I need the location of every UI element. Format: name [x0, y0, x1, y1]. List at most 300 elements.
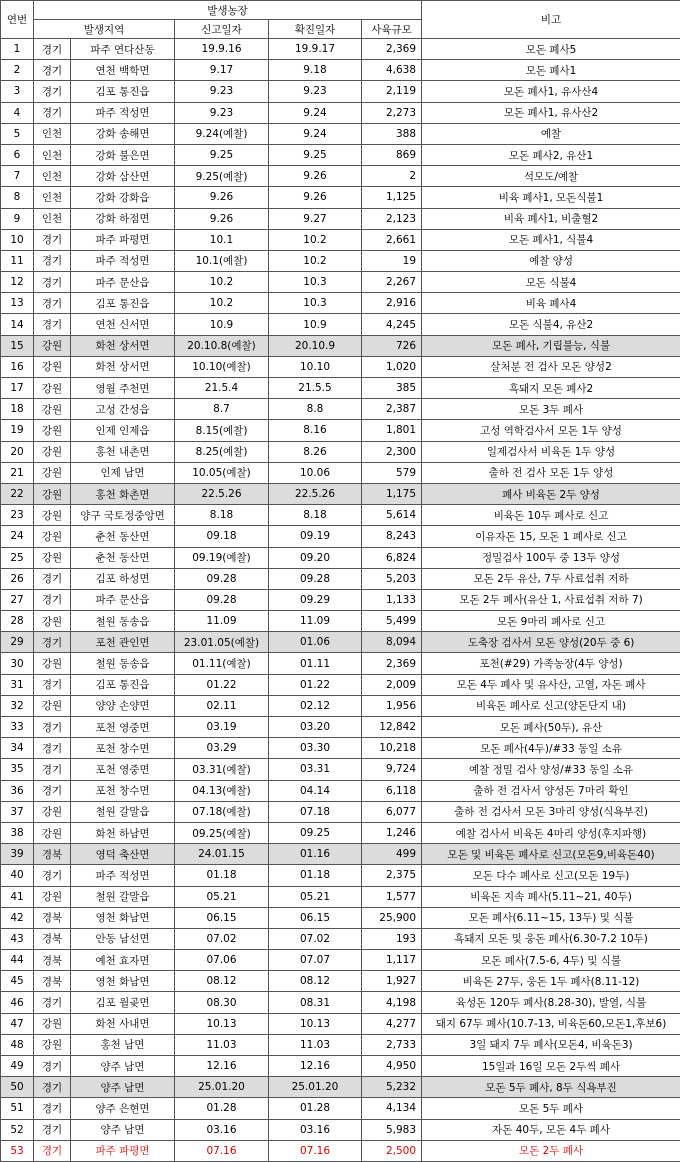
row-province: 인천: [34, 208, 71, 229]
row-area: 파주 파평면: [71, 229, 175, 250]
row-index: 38: [1, 822, 34, 843]
row-report-date: 01.11(예찰): [175, 653, 269, 674]
row-report-date: 9.26: [175, 187, 269, 208]
row-province: 강원: [34, 483, 71, 504]
row-report-date: 8.18: [175, 505, 269, 526]
row-province: 경기: [34, 759, 71, 780]
table-row: [1, 907, 680, 928]
row-remark: 15일과 16일 모돈 2두씩 폐사: [422, 1056, 680, 1077]
table-row: [1, 801, 680, 822]
row-area: 포천 영중면: [71, 717, 175, 738]
row-area: 양주 은현면: [71, 1098, 175, 1119]
table-row: [1, 822, 680, 843]
row-remark: 모돈 폐사, 기립불능, 식불: [422, 335, 680, 356]
row-index: 46: [1, 992, 34, 1013]
row-province: 강원: [34, 356, 71, 377]
row-area: 영천 화남면: [71, 971, 175, 992]
row-area: 춘천 동산면: [71, 526, 175, 547]
row-index: 5: [1, 123, 34, 144]
row-scale: 2,369: [362, 39, 422, 60]
table-row: [1, 632, 680, 653]
row-scale: 2,119: [362, 81, 422, 102]
row-area: 홍천 남면: [71, 1034, 175, 1055]
row-confirm-date: 22.5.26: [269, 483, 362, 504]
row-scale: 5,614: [362, 505, 422, 526]
row-area: 양주 남면: [71, 1119, 175, 1140]
row-province: 경기: [34, 992, 71, 1013]
row-area: 포천 영중면: [71, 759, 175, 780]
row-province: 경기: [34, 1098, 71, 1119]
table-row: [1, 1056, 680, 1077]
row-province: 경기: [34, 780, 71, 801]
row-report-date: 9.25: [175, 144, 269, 165]
row-remark: 모돈 폐사(6.11~15, 13두) 및 식불: [422, 907, 680, 928]
table-row: [1, 1013, 680, 1034]
row-confirm-date: 10.2: [269, 229, 362, 250]
header-remark: 비고: [422, 1, 680, 39]
row-area: 안동 남선면: [71, 928, 175, 949]
table-row: [1, 950, 680, 971]
row-report-date: 10.10(예찰): [175, 356, 269, 377]
row-remark: 예찰 정밀 검사 양성/#33 동일 소유: [422, 759, 680, 780]
row-province: 강원: [34, 420, 71, 441]
row-scale: 4,950: [362, 1056, 422, 1077]
row-index: 53: [1, 1140, 34, 1161]
header-confirm-date: 확진일자: [269, 20, 362, 39]
row-report-date: 9.24(예찰): [175, 123, 269, 144]
row-area: 양양 손양면: [71, 695, 175, 716]
row-report-date: 10.13: [175, 1013, 269, 1034]
row-remark: 모돈 폐사1, 유사산4: [422, 81, 680, 102]
row-area: 영덕 축산면: [71, 844, 175, 865]
row-confirm-date: 9.25: [269, 144, 362, 165]
row-province: 경북: [34, 971, 71, 992]
row-remark: 육성돈 120두 폐사(8.28-30), 발열, 식불: [422, 992, 680, 1013]
row-report-date: 10.1(예찰): [175, 250, 269, 271]
row-confirm-date: 03.20: [269, 717, 362, 738]
row-remark: 예찰 양성: [422, 250, 680, 271]
table-row: [1, 928, 680, 949]
row-remark: 모돈 폐사5: [422, 39, 680, 60]
row-remark: 모돈 2두 유산, 7두 사료섭취 저하: [422, 568, 680, 589]
row-remark: 일제검사서 비육돈 1두 양성: [422, 441, 680, 462]
row-remark: 비육 폐사4: [422, 293, 680, 314]
row-scale: 2,500: [362, 1140, 422, 1161]
row-province: 강원: [34, 462, 71, 483]
row-index: 21: [1, 462, 34, 483]
row-area: 강화 삼산면: [71, 166, 175, 187]
row-remark: 출하 전 검사서 모돈 3마리 양성(식욕부진): [422, 801, 680, 822]
row-province: 경북: [34, 844, 71, 865]
row-remark: 모돈 폐사2, 유산1: [422, 144, 680, 165]
table-row: [1, 738, 680, 759]
row-report-date: 19.9.16: [175, 39, 269, 60]
row-confirm-date: 08.12: [269, 971, 362, 992]
row-remark: 비육돈 폐사로 신고(양돈단지 내): [422, 695, 680, 716]
row-province: 인천: [34, 144, 71, 165]
row-province: 경기: [34, 293, 71, 314]
row-report-date: 08.12: [175, 971, 269, 992]
row-confirm-date: 09.19: [269, 526, 362, 547]
row-confirm-date: 09.29: [269, 589, 362, 610]
table-row: [1, 568, 680, 589]
row-area: 영천 화남면: [71, 907, 175, 928]
row-province: 강원: [34, 1034, 71, 1055]
row-confirm-date: 25.01.20: [269, 1077, 362, 1098]
row-scale: 10,218: [362, 738, 422, 759]
row-confirm-date: 21.5.5: [269, 378, 362, 399]
row-area: 파주 문산읍: [71, 589, 175, 610]
row-area: 화천 사내면: [71, 1013, 175, 1034]
row-confirm-date: 11.09: [269, 611, 362, 632]
row-report-date: 10.1: [175, 229, 269, 250]
row-index: 13: [1, 293, 34, 314]
row-scale: 5,203: [362, 568, 422, 589]
table-row: [1, 293, 680, 314]
table-row: [1, 187, 680, 208]
row-area: 고성 간성읍: [71, 399, 175, 420]
row-confirm-date: 9.24: [269, 123, 362, 144]
row-province: 경기: [34, 865, 71, 886]
row-report-date: 11.03: [175, 1034, 269, 1055]
row-province: 경기: [34, 39, 71, 60]
row-scale: 4,277: [362, 1013, 422, 1034]
row-report-date: 06.15: [175, 907, 269, 928]
row-remark: 이유자돈 15, 모돈 1 폐사로 신고: [422, 526, 680, 547]
row-remark: 모돈 폐사(7.5-6, 4두) 및 식불: [422, 950, 680, 971]
row-province: 경기: [34, 314, 71, 335]
row-confirm-date: 9.26: [269, 166, 362, 187]
row-remark: 폐사 비육돈 2두 양성: [422, 483, 680, 504]
row-index: 6: [1, 144, 34, 165]
row-confirm-date: 10.9: [269, 314, 362, 335]
row-confirm-date: 8.26: [269, 441, 362, 462]
row-scale: 6,118: [362, 780, 422, 801]
table-row: [1, 759, 680, 780]
table-row: [1, 314, 680, 335]
row-scale: 8,094: [362, 632, 422, 653]
row-report-date: 09.19(예찰): [175, 547, 269, 568]
row-scale: 4,134: [362, 1098, 422, 1119]
row-scale: 2,661: [362, 229, 422, 250]
row-scale: 5,499: [362, 611, 422, 632]
row-scale: 6,824: [362, 547, 422, 568]
row-province: 경기: [34, 632, 71, 653]
row-area: 홍천 화촌면: [71, 483, 175, 504]
row-report-date: 03.16: [175, 1119, 269, 1140]
row-confirm-date: 09.25: [269, 822, 362, 843]
row-scale: 1,175: [362, 483, 422, 504]
row-index: 37: [1, 801, 34, 822]
row-index: 39: [1, 844, 34, 865]
row-confirm-date: 12.16: [269, 1056, 362, 1077]
row-index: 32: [1, 695, 34, 716]
row-index: 50: [1, 1077, 34, 1098]
row-remark: 정밀검사 100두 중 13두 양성: [422, 547, 680, 568]
row-index: 19: [1, 420, 34, 441]
row-confirm-date: 01.18: [269, 865, 362, 886]
row-province: 경기: [34, 568, 71, 589]
row-area: 철원 동송읍: [71, 653, 175, 674]
row-area: 김포 통진읍: [71, 81, 175, 102]
table-row: [1, 208, 680, 229]
row-report-date: 8.15(예찰): [175, 420, 269, 441]
row-report-date: 23.01.05(예찰): [175, 632, 269, 653]
row-report-date: 9.23: [175, 102, 269, 123]
row-scale: 2,300: [362, 441, 422, 462]
row-scale: 4,245: [362, 314, 422, 335]
row-scale: 6,077: [362, 801, 422, 822]
row-report-date: 9.23: [175, 81, 269, 102]
table-body: [1, 39, 680, 1162]
row-scale: 2,375: [362, 865, 422, 886]
table-row: [1, 102, 680, 123]
row-scale: 385: [362, 378, 422, 399]
row-report-date: 03.29: [175, 738, 269, 759]
row-report-date: 08.30: [175, 992, 269, 1013]
row-province: 강원: [34, 335, 71, 356]
row-remark: 비육돈 10두 폐사로 신고: [422, 505, 680, 526]
row-province: 경기: [34, 250, 71, 271]
row-report-date: 07.06: [175, 950, 269, 971]
row-province: 강원: [34, 399, 71, 420]
row-province: 경북: [34, 950, 71, 971]
row-report-date: 03.19: [175, 717, 269, 738]
row-confirm-date: 01.16: [269, 844, 362, 865]
row-confirm-date: 8.16: [269, 420, 362, 441]
row-area: 김포 하성면: [71, 568, 175, 589]
row-confirm-date: 07.07: [269, 950, 362, 971]
row-report-date: 09.25(예찰): [175, 822, 269, 843]
table-row: [1, 611, 680, 632]
row-remark: 고성 역학검사서 모돈 1두 양성: [422, 420, 680, 441]
row-index: 31: [1, 674, 34, 695]
table-row: [1, 123, 680, 144]
row-index: 27: [1, 589, 34, 610]
row-scale: 25,900: [362, 907, 422, 928]
table-row: [1, 60, 680, 81]
row-report-date: 10.2: [175, 293, 269, 314]
row-province: 강원: [34, 695, 71, 716]
row-province: 경기: [34, 717, 71, 738]
row-index: 8: [1, 187, 34, 208]
row-area: 연천 백학면: [71, 60, 175, 81]
table-row: [1, 1140, 680, 1161]
row-scale: 869: [362, 144, 422, 165]
table-row: [1, 81, 680, 102]
row-confirm-date: 10.3: [269, 293, 362, 314]
row-area: 화천 하남면: [71, 822, 175, 843]
row-remark: 출하 전 검사서 양성돈 7마리 확인: [422, 780, 680, 801]
row-confirm-date: 02.12: [269, 695, 362, 716]
row-remark: 포천(#29) 가족농장(4두 양성): [422, 653, 680, 674]
row-scale: 2: [362, 166, 422, 187]
row-scale: 2,733: [362, 1034, 422, 1055]
row-index: 26: [1, 568, 34, 589]
table-row: [1, 335, 680, 356]
row-report-date: 02.11: [175, 695, 269, 716]
row-confirm-date: 01.22: [269, 674, 362, 695]
row-remark: 석모도/예찰: [422, 166, 680, 187]
row-index: 14: [1, 314, 34, 335]
row-scale: 2,273: [362, 102, 422, 123]
row-area: 김포 통진읍: [71, 674, 175, 695]
row-province: 강원: [34, 378, 71, 399]
table-row: [1, 39, 680, 60]
row-remark: 돼지 67두 폐사(10.7-13, 비육돈60,모돈1,후보6): [422, 1013, 680, 1034]
row-report-date: 09.18: [175, 526, 269, 547]
row-remark: 모돈 및 비육돈 폐사로 신고(모돈9,비육돈40): [422, 844, 680, 865]
row-area: 양구 국토정중앙면: [71, 505, 175, 526]
row-index: 47: [1, 1013, 34, 1034]
row-scale: 1,577: [362, 886, 422, 907]
row-scale: 4,198: [362, 992, 422, 1013]
row-scale: 1,801: [362, 420, 422, 441]
row-index: 36: [1, 780, 34, 801]
row-report-date: 25.01.20: [175, 1077, 269, 1098]
row-area: 파주 파평면: [71, 1140, 175, 1161]
row-confirm-date: 8.8: [269, 399, 362, 420]
row-confirm-date: 08.31: [269, 992, 362, 1013]
row-area: 파주 적성면: [71, 250, 175, 271]
row-report-date: 01.18: [175, 865, 269, 886]
row-province: 인천: [34, 187, 71, 208]
row-remark: 모돈 3두 폐사: [422, 399, 680, 420]
row-area: 홍천 내촌면: [71, 441, 175, 462]
row-confirm-date: 19.9.17: [269, 39, 362, 60]
table-row: [1, 844, 680, 865]
row-remark: 비육 폐사1, 모돈식불1: [422, 187, 680, 208]
header-region: 발생지역: [34, 20, 175, 39]
row-confirm-date: 9.24: [269, 102, 362, 123]
row-province: 경기: [34, 81, 71, 102]
row-remark: 모돈 식불4: [422, 272, 680, 293]
row-province: 강원: [34, 801, 71, 822]
row-province: 인천: [34, 123, 71, 144]
row-index: 43: [1, 928, 34, 949]
row-index: 16: [1, 356, 34, 377]
row-confirm-date: 07.16: [269, 1140, 362, 1161]
row-area: 포천 창수면: [71, 738, 175, 759]
table-row: [1, 250, 680, 271]
row-index: 15: [1, 335, 34, 356]
row-confirm-date: 03.16: [269, 1119, 362, 1140]
table-row: [1, 1098, 680, 1119]
row-report-date: 9.26: [175, 208, 269, 229]
row-scale: 2,267: [362, 272, 422, 293]
row-remark: 3일 돼지 7두 폐사(모돈4, 비육돈3): [422, 1034, 680, 1055]
row-report-date: 8.7: [175, 399, 269, 420]
table-row: [1, 378, 680, 399]
row-index: 41: [1, 886, 34, 907]
header-farm-group: 발생농장: [34, 1, 422, 20]
row-report-date: 10.2: [175, 272, 269, 293]
row-report-date: 24.01.15: [175, 844, 269, 865]
row-province: 경북: [34, 907, 71, 928]
row-index: 9: [1, 208, 34, 229]
row-province: 강원: [34, 441, 71, 462]
row-scale: 2,916: [362, 293, 422, 314]
row-province: 경기: [34, 1056, 71, 1077]
row-report-date: 12.16: [175, 1056, 269, 1077]
row-province: 경기: [34, 1077, 71, 1098]
row-remark: 비육 폐사1, 비출혈2: [422, 208, 680, 229]
row-province: 강원: [34, 1013, 71, 1034]
row-confirm-date: 10.3: [269, 272, 362, 293]
row-province: 강원: [34, 886, 71, 907]
row-report-date: 04.13(예찰): [175, 780, 269, 801]
row-report-date: 09.28: [175, 568, 269, 589]
row-confirm-date: 10.06: [269, 462, 362, 483]
row-area: 파주 적성면: [71, 865, 175, 886]
table-row: [1, 653, 680, 674]
row-index: 28: [1, 611, 34, 632]
row-confirm-date: 03.30: [269, 738, 362, 759]
row-confirm-date: 04.14: [269, 780, 362, 801]
row-area: 파주 문산읍: [71, 272, 175, 293]
row-index: 44: [1, 950, 34, 971]
table-row: [1, 780, 680, 801]
row-report-date: 07.18(예찰): [175, 801, 269, 822]
table-row: [1, 166, 680, 187]
table-row: [1, 144, 680, 165]
row-scale: 193: [362, 928, 422, 949]
row-province: 경기: [34, 272, 71, 293]
row-area: 철원 동송읍: [71, 611, 175, 632]
row-index: 12: [1, 272, 34, 293]
row-scale: 579: [362, 462, 422, 483]
row-remark: 흑돼지 모돈 및 웅돈 폐사(6.30-7.2 10두): [422, 928, 680, 949]
row-report-date: 09.28: [175, 589, 269, 610]
row-area: 김포 월곶면: [71, 992, 175, 1013]
row-index: 42: [1, 907, 34, 928]
row-report-date: 07.02: [175, 928, 269, 949]
row-area: 강화 하점면: [71, 208, 175, 229]
row-confirm-date: 09.28: [269, 568, 362, 589]
row-scale: 12,842: [362, 717, 422, 738]
row-report-date: 07.16: [175, 1140, 269, 1161]
row-area: 인제 인제읍: [71, 420, 175, 441]
row-scale: 1,117: [362, 950, 422, 971]
row-area: 화천 상서면: [71, 335, 175, 356]
row-remark: 예찰: [422, 123, 680, 144]
row-index: 18: [1, 399, 34, 420]
table-row: [1, 420, 680, 441]
row-province: 강원: [34, 547, 71, 568]
header-index: 연번: [1, 1, 34, 39]
row-province: 경기: [34, 589, 71, 610]
row-confirm-date: 9.18: [269, 60, 362, 81]
header-report-date: 신고일자: [175, 20, 269, 39]
row-confirm-date: 10.13: [269, 1013, 362, 1034]
row-province: 경북: [34, 928, 71, 949]
row-area: 화천 상서면: [71, 356, 175, 377]
row-confirm-date: 01.06: [269, 632, 362, 653]
row-remark: 출하 전 검사 모돈 1두 양성: [422, 462, 680, 483]
row-province: 경기: [34, 1140, 71, 1161]
row-confirm-date: 11.03: [269, 1034, 362, 1055]
row-province: 경기: [34, 1119, 71, 1140]
row-report-date: 10.9: [175, 314, 269, 335]
row-remark: 모돈 4두 폐사 및 유사산, 고열, 자돈 폐사: [422, 674, 680, 695]
row-remark: 모돈 5두 폐사: [422, 1098, 680, 1119]
row-index: 35: [1, 759, 34, 780]
row-index: 33: [1, 717, 34, 738]
row-area: 양주 남면: [71, 1056, 175, 1077]
row-confirm-date: 06.15: [269, 907, 362, 928]
table-row: [1, 399, 680, 420]
table-row: [1, 272, 680, 293]
